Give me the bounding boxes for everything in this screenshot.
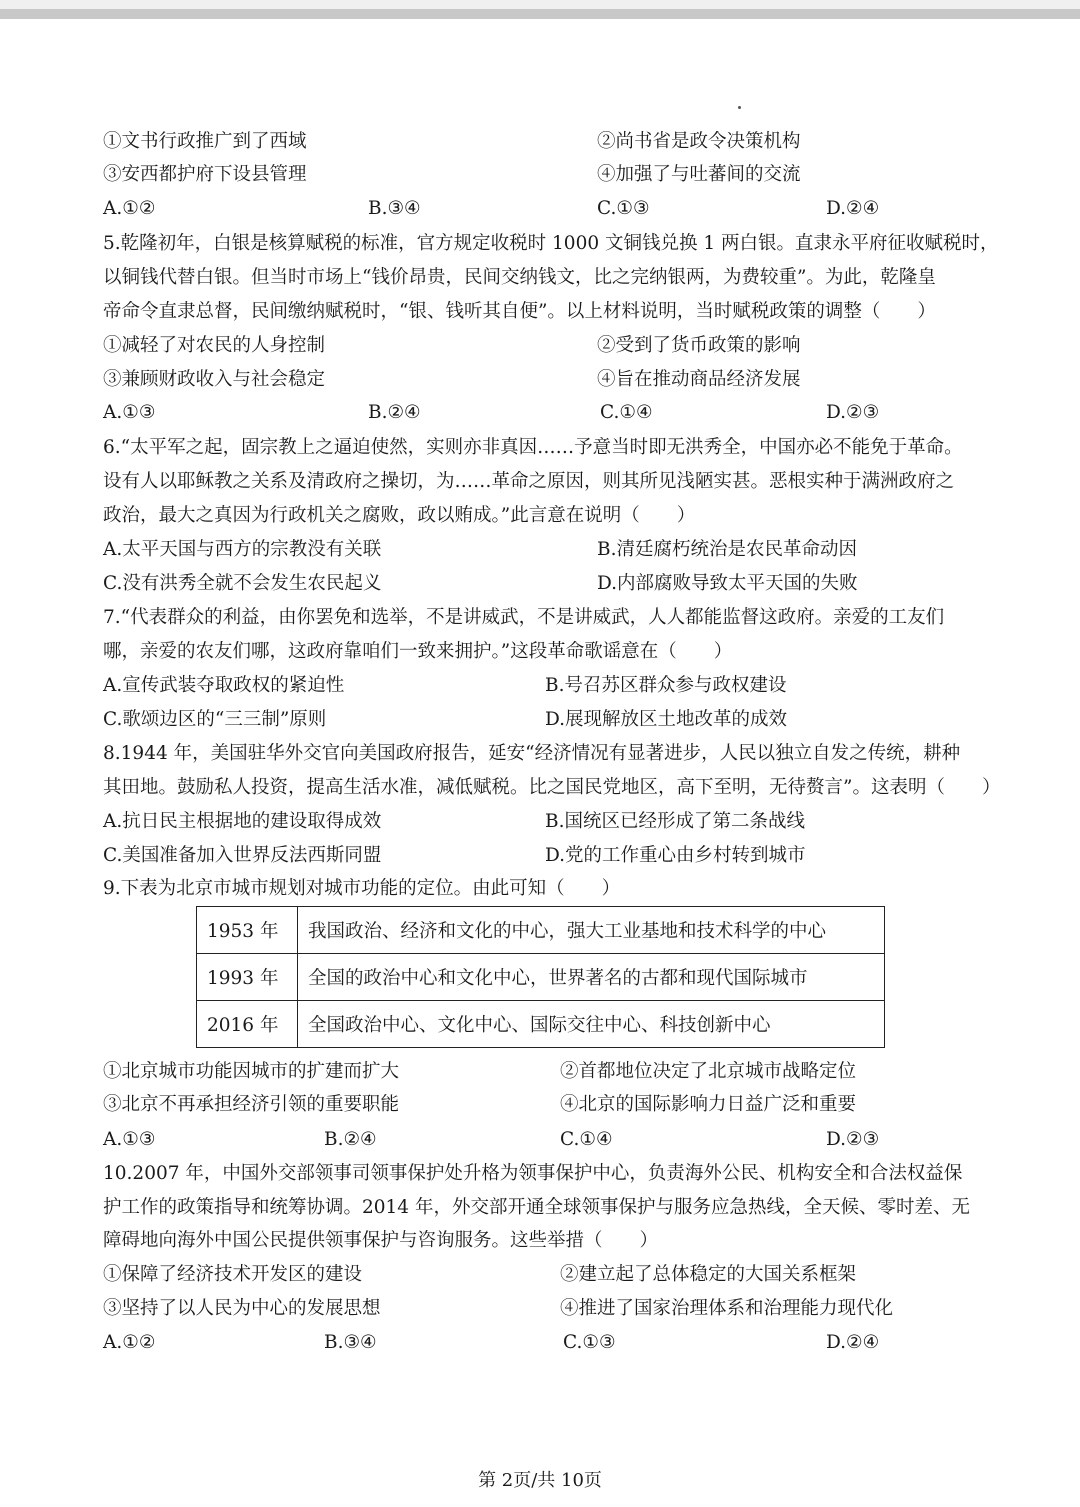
q10-stem-line: 10.2007 年，中国外交部领事司领事保护处升格为领事保护中心，负责海外公民、机构安全和合法权益保 <box>103 1163 963 1184</box>
q8-option-b: B.国统区已经形成了第二条战线 <box>545 811 805 832</box>
q6-stem-line: 设有人以耶稣教之关系及清政府之操切，为……革命之原因，则其所见浅陋实甚。恶根实种于满洲政府之 <box>103 471 955 492</box>
q7-stem-line: 哪，亲爱的农友们哪，这政府靠咱们一致来拥护。”这段革命歌谣意在（ ） <box>103 641 733 662</box>
q4-option-d: D.②④ <box>826 198 880 219</box>
q5-item-1: ①减轻了对农民的人身控制 <box>103 335 326 356</box>
q10-item-3: ③坚持了以人民为中心的发展思想 <box>103 1298 381 1319</box>
q6-stem-line: 6.“太平军之起，固宗教上之逼迫使然，实则亦非真因……予意当时即无洪秀全，中国亦必不能免于革命。 <box>103 437 963 458</box>
q5-stem-line: 帝命令直隶总督，民间缴纳赋税时，“银、钱听其自便”。以上材料说明，当时赋税政策的调整（ ） <box>103 301 936 322</box>
q10-item-4: ④推进了国家治理体系和治理能力现代化 <box>560 1298 894 1319</box>
table-desc-cell: 全国的政治中心和文化中心，世界著名的古都和现代国际城市 <box>298 954 885 1001</box>
q5-item-3: ③兼顾财政收入与社会稳定 <box>103 369 326 390</box>
q4-item-1: ①文书行政推广到了西域 <box>103 131 307 152</box>
q7-option-b: B.号召苏区群众参与政权建设 <box>545 675 787 696</box>
q9-stem-line: 9.下表为北京市城市规划对城市功能的定位。由此可知（ ） <box>103 878 621 899</box>
q8-option-c: C.美国准备加入世界反法西斯同盟 <box>103 845 382 866</box>
q4-option-a: A.①② <box>103 198 156 219</box>
q10-item-2: ②建立起了总体稳定的大国关系框架 <box>560 1264 857 1285</box>
q4-option-b: B.③④ <box>368 198 421 219</box>
q7-stem-line: 7.“代表群众的利益，由你罢免和选举，不是讲威武，不是讲威武，人人都能监督这政府。亲爱的工友们 <box>103 607 945 628</box>
table-desc-cell: 我国政治、经济和文化的中心，强大工业基地和技术科学的中心 <box>298 907 885 954</box>
q5-option-d: D.②③ <box>826 402 880 423</box>
q9-item-3: ③北京不再承担经济引领的重要职能 <box>103 1094 400 1115</box>
q8-stem-line: 其田地。鼓励私人投资，提高生活水准，减低赋税。比之国民党地区，高下至明，无待赘言”。这表明（ ） <box>103 777 1001 798</box>
q9-item-1: ①北京城市功能因城市的扩建而扩大 <box>103 1061 400 1082</box>
q8-option-d: D.党的工作重心由乡村转到城市 <box>545 845 806 866</box>
table-row <box>197 907 885 954</box>
table-year-cell: 1993 年 <box>197 954 298 1001</box>
q9-option-a: A.①③ <box>103 1129 156 1150</box>
q8-option-a: A.抗日民主根据地的建设取得成效 <box>103 811 382 832</box>
q10-option-a: A.①② <box>103 1332 156 1353</box>
q10-option-c: C.①③ <box>563 1332 616 1353</box>
q9-item-2: ②首都地位决定了北京城市战略定位 <box>560 1061 857 1082</box>
q6-option-d: D.内部腐败导致太平天国的失败 <box>597 573 858 594</box>
table-row <box>197 1001 885 1048</box>
q9-item-4: ④北京的国际影响力日益广泛和重要 <box>560 1094 857 1115</box>
table-year-cell: 1953 年 <box>197 907 298 954</box>
q9-option-c: C.①④ <box>560 1129 613 1150</box>
table-row <box>197 954 885 1001</box>
q9-option-b: B.②④ <box>324 1129 377 1150</box>
q4-item-4: ④加强了与吐蕃间的交流 <box>597 164 801 185</box>
q5-stem-line: 以铜钱代替白银。但当时市场上“钱价昂贵，民间交纳钱文，比之完纳银两，为费较重”。为此，乾隆皇 <box>103 267 936 288</box>
beijing-planning-table <box>196 906 885 1048</box>
q10-stem-line: 障碍地向海外中国公民提供领事保护与咨询服务。这些举措（ ） <box>103 1230 659 1251</box>
q10-option-d: D.②④ <box>826 1332 880 1353</box>
q6-option-c: C.没有洪秀全就不会发生农民起义 <box>103 573 382 594</box>
q4-option-c: C.①③ <box>597 198 650 219</box>
q6-option-b: B.清廷腐朽统治是农民革命动因 <box>597 539 857 560</box>
q6-stem-line: 政治，最大之真因为行政机关之腐败，政以贿成。”此言意在说明（ ） <box>103 505 696 526</box>
q5-option-b: B.②④ <box>368 402 421 423</box>
q7-option-a: A.宣传武装夺取政权的紧迫性 <box>103 675 345 696</box>
q6-option-a: A.太平天国与西方的宗教没有关联 <box>103 539 382 560</box>
table-year-cell: 2016 年 <box>197 1001 298 1048</box>
q5-option-a: A.①③ <box>103 402 156 423</box>
q4-item-3: ③安西都护府下设县管理 <box>103 164 307 185</box>
q10-item-1: ①保障了经济技术开发区的建设 <box>103 1264 363 1285</box>
q10-option-b: B.③④ <box>324 1332 377 1353</box>
q5-option-c: C.①④ <box>600 402 653 423</box>
q5-item-2: ②受到了货币政策的影响 <box>597 335 801 356</box>
page-number: 第 2页/共 10页 <box>478 1470 602 1491</box>
q7-option-c: C.歌颂边区的“三三制”原则 <box>103 709 327 730</box>
q8-stem-line: 8.1944 年，美国驻华外交官向美国政府报告，延安“经济情况有显著进步，人民以独立自发之传统，耕种 <box>103 743 961 764</box>
table-desc-cell: 全国政治中心、文化中心、国际交往中心、科技创新中心 <box>298 1001 885 1048</box>
q5-item-4: ④旨在推动商品经济发展 <box>597 369 801 390</box>
q7-option-d: D.展现解放区土地改革的成效 <box>545 709 788 730</box>
q10-stem-line: 护工作的政策指导和统筹协调。2014 年，外交部开通全球领事保护与服务应急热线，全天候、零时差、无 <box>103 1197 970 1218</box>
q4-item-2: ②尚书省是政令决策机构 <box>597 131 801 152</box>
q5-stem-line: 5.乾隆初年，白银是核算赋税的标准，官方规定收税时 1000 文铜钱兑换 1 两白银。直隶永平府征收赋税时， <box>103 233 999 254</box>
q9-option-d: D.②③ <box>826 1129 880 1150</box>
